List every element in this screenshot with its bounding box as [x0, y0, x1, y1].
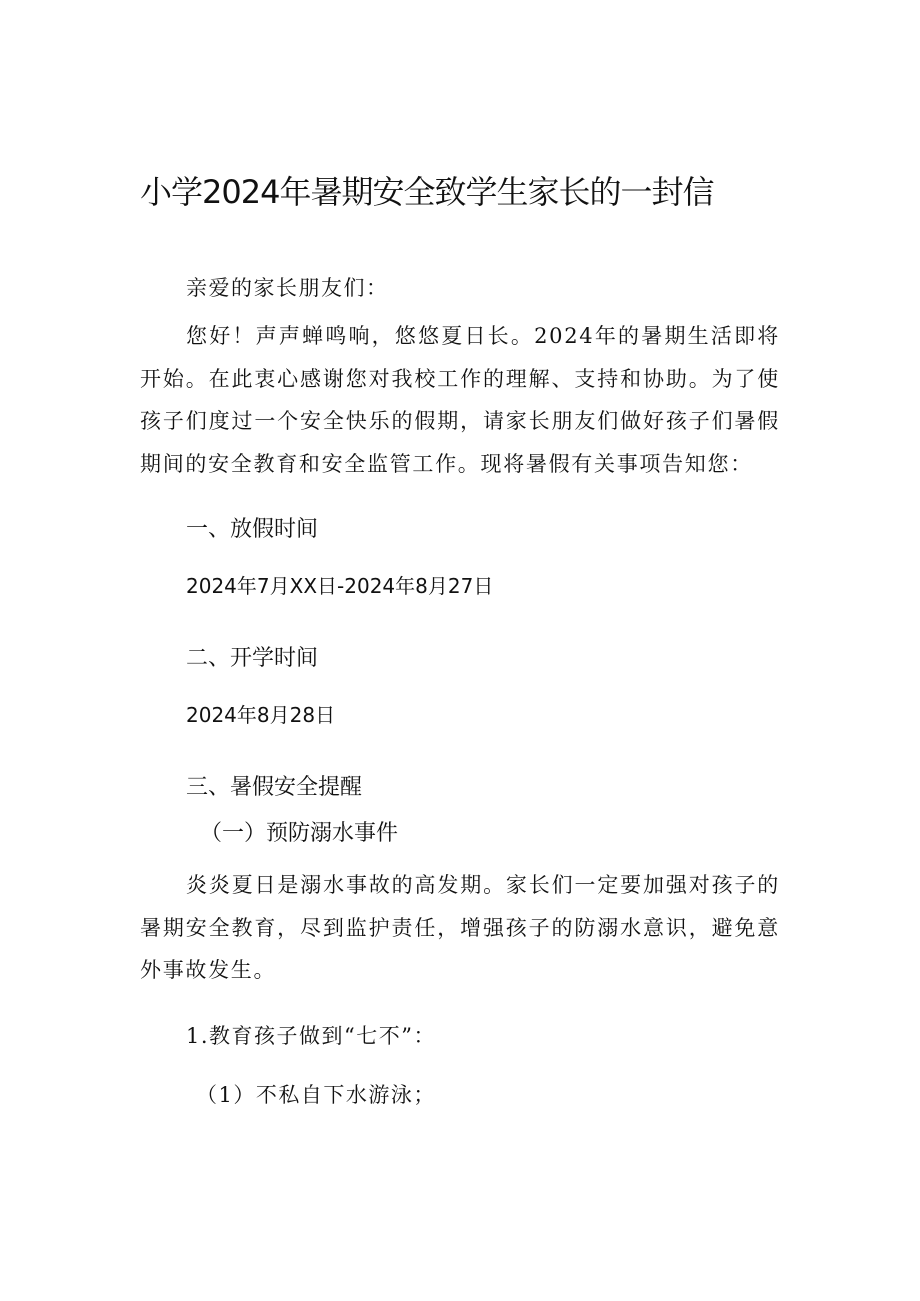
salutation: 亲爱的家长朋友们：: [186, 276, 389, 300]
document-title: 小学2024年暑期安全致学生家长的一封信: [140, 173, 714, 211]
vacation-date-range: 2024年7月XX日-2024年8月27日: [186, 574, 494, 598]
list-item-no-swimming-alone: （1）不私自下水游泳；: [196, 1083, 436, 1107]
section-heading-vacation-time: 一、放假时间: [186, 517, 319, 542]
section-heading-safety-reminder: 三、暑假安全提醒: [186, 775, 363, 800]
list-item-seven-donts: 1.教育孩子做到“七不”：: [186, 1024, 437, 1048]
section-heading-school-start: 二、开学时间: [186, 646, 319, 671]
school-start-date: 2024年8月28日: [186, 703, 336, 727]
intro-paragraph: 您好！声声蝉鸣响，悠悠夏日长。2024年的暑期生活即将开始。在此衷心感谢您对我校工作的理解、支持和协助。为了使孩子们度过一个安全快乐的假期，请家长朋友们做好孩子们暑假期间的安全教育和安全监管工作。现将暑假有关事项告知您：: [140, 324, 780, 477]
drowning-prevention-paragraph: 炎炎夏日是溺水事故的高发期。家长们一定要加强对孩子的暑期安全教育，尽到监护责任，增强孩子的防溺水意识，避免意外事故发生。: [140, 873, 780, 983]
subheading-drowning-prevention: （一）预防溺水事件: [200, 821, 399, 846]
